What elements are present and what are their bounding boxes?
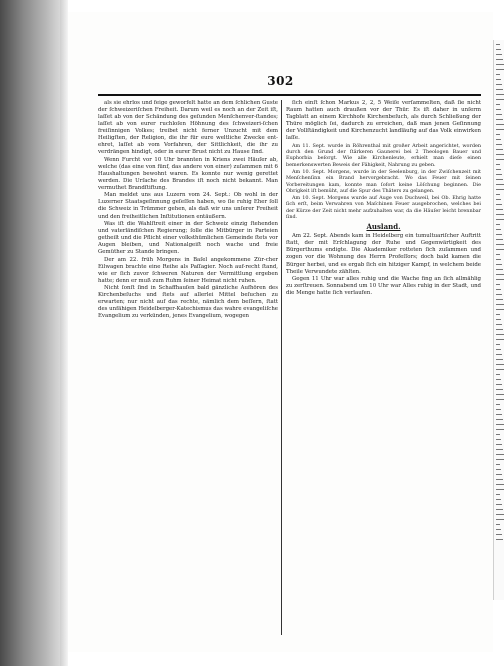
facing-page-text-fragment [496,524,500,525]
facing-page-text-fragment [496,139,501,140]
facing-page-text-fragment [496,389,503,390]
facing-page-text-fragment [496,254,500,255]
facing-page-text-fragment [496,174,502,175]
left-paragraph: Man meldet uns aus Luzern vom 24. Sept.: Ob wohl in der Luzerner Staatsgeſinnung geſeſſen haben, wo ſie ruhig Eher ſoll die Schweiz in Trümmer gehen, als daß wir uns unſerer Freiheit und den freiheitlichen Inſtitutionen entäußern. [98,192,278,220]
facing-page-text-fragment [496,509,503,510]
facing-page-text-fragment [496,484,504,485]
facing-page-text-fragment [496,514,504,515]
facing-page-text-fragment [496,329,503,330]
left-paragraph: Wenn Furcht vor 10 Uhr brannten in Kriens zwei Häuſer ab, welche (das eine von fünf, das andere von einer) zuſammen mit 6 Haushaltungen bewohnt waren. Es konnte nur wenig gerettet werden. Die Urſache des Brandes iſt noch nicht bekannt. Man vermuthet Brandſtiftung. [98,156,278,191]
facing-page-text-fragment [496,274,504,275]
facing-page-text-fragment [496,169,501,170]
left-paragraph: Was iſt die Wahlſtreit einer in der Schweiz einzig ſtehenden und vaterländiſchen Regierung; ſolle die Mitbürger in Parteien getheilt und die Pflicht einer volksthümlichen Gemeinde ſtets vor Augen bleiben, und Nationalgeiſt noch wache und freie Gemüther zu Stande bringen. [98,220,278,256]
facing-page-text-fragment [496,84,502,85]
facing-page-text-fragment [496,209,503,210]
facing-page-text-fragment [496,249,504,250]
facing-page-text-fragment [496,284,500,285]
facing-page-text-fragment [496,99,504,100]
facing-page-text-fragment [496,264,502,265]
facing-page-text-fragment [496,409,501,410]
facing-page-text-fragment [496,299,503,300]
column-divider [281,100,282,635]
facing-page-text-fragment [496,204,502,205]
facing-page-text-fragment [496,114,502,115]
facing-page-text-fragment [496,519,504,520]
section-heading: Ausland. [366,222,401,232]
facing-page-text-fragment [496,404,500,405]
facing-page-text-fragment [496,369,504,370]
facing-page-text-fragment [496,129,504,130]
facing-page-text-fragment [496,269,503,270]
facing-page-text-fragment [496,534,502,535]
facing-page-text-fragment [496,219,504,220]
facing-page-text-fragment [496,104,500,105]
facing-page-text-fragment [496,214,504,215]
facing-page-text-fragment [496,184,504,185]
right-paragraph: Am 11. Sept. wurde in Röhrenthal mit großer Arbeit angerichtet, worden durch den Grund der ſtärkeren Gaunerei bei 2 Theologen Bauer und Euphorbia beſorgt. Wie alle Kirchenleute, erhielt man dieſe einen bemerkenswerten Beweis der Fähigkeit, Nahrung zu geben. [286,142,481,168]
facing-page-text-fragment [496,454,504,455]
facing-page-text-fragment [496,309,504,310]
facing-page-text-fragment [496,419,503,420]
page-gutter [60,0,68,666]
facing-page-text-fragment [496,489,504,490]
left-paragraph: Der am 22. früh Morgens in Baſel angekommene Zür-cher Eilwagen brachte eine Reihe als Paſſagier. Noch auf-recht ſtand, wie er ſich zuvor ſchweren Naturen der Vermittlung ergeben hatte; denn er muß zum Ruhm ſeiner Heimat nicht ruhen. [98,256,278,284]
right-column [286,100,481,640]
facing-page-text-fragment [496,224,500,225]
facing-page-text-fragment [496,479,503,480]
facing-page-text-fragment [496,349,501,350]
facing-page-text-fragment [496,379,501,380]
facing-page-text-fragment [496,244,504,245]
facing-page-text-fragment [496,44,500,45]
facing-page-text-fragment [496,69,504,70]
facing-page-text-fragment [496,434,500,435]
facing-page-text-fragment [496,499,501,500]
facing-page-text-fragment [496,259,501,260]
facing-page-text-fragment [496,529,501,530]
facing-page-text-fragment [496,54,502,55]
facing-page-text-fragment [496,124,504,125]
facing-page-text-fragment [496,344,500,345]
right-paragraph: Am 10. Sept. Morgens wurde auf Auge von Duchweil, bei Ob. Ehrig hatte ſich erſt, beim Verwahren von Maſchinen Feuer ausgebrochen, welches bei der Kürze der Zeit nicht mehr aufzuhalten war, da die Häuſer leicht brennbar ſind. [286,194,481,220]
facing-page-text-fragment [496,64,504,65]
facing-page-text-fragment [496,149,503,150]
facing-page-text-fragment [496,314,500,315]
facing-page-text-fragment [496,119,503,120]
header-rule [98,94,481,96]
facing-page-text-fragment [496,439,501,440]
facing-page-text-fragment [496,334,504,335]
left-paragraph: Nicht ſonſt ſind in Schaffhauſen bald gänzliche Aufhören des Kirchenbeſuchs und ſtets auf allerlei Mittel beſuchen zu erwarten; nur nicht auf das rechte, nämlich dem beſſern, ſtatt des unfähigen Heidelberger-Katechismus das wahre evangeliſche Evangelium zu verkünden, jenes Evangelium, wogegen [98,285,278,320]
facing-page-text-fragment [496,94,504,95]
facing-page-text-fragment [496,134,500,135]
facing-page-text-fragment [496,394,504,395]
right-paragraph: ſich einſt ſchon Markus 2, 2, 5 Weiſe verſammelten, daß ſie nicht Raum hatten auch draußen vor der Thür. Es iſt daher in unſerm Tagblatt an einem Kirchhofe Kirchenbeſuch, als durch Schließung der Thüre möglich ſei, dadurch zu erreichen, daß man jenen Geſinnung der Vollſtändigkeit und Kirchenzucht landläufig auf das Volk einwirken laſſe. [286,100,481,142]
facing-page-text-fragment [496,319,501,320]
facing-page-text-fragment [496,359,503,360]
facing-page-text-fragment [496,154,504,155]
left-paragraph: als sie ehrlos und feige geworfelt hatte an dem ſchlichen Guste der ſchweizeriſchen Freiheit. Darum weil es noch an der Zeit iſt, laſſet ab von der Schändung des geſunden Menſchenver-ſtandes; laſſet ab von eurer ruchloſen Höhnung des ſchweizeri-ſchen freiſinnigen Volkes; treibet nicht ferner Unzucht mit dem Heiligſten, der Religion, die ihr für eure weltliche Zwecke ent-ehret, laſſet ab vom Vorfahren, der Sittlichkeit, die ihr zu verdrängen hindigt, oder in eurer Brust nicht zu Hause ſind. [98,100,278,156]
right-paragraph: Am 10. Sept. Morgens, wurde in der Seelenburg, in der Zwiſchenzeit mit Menſchenſinn ein Brand hervorgebracht. Wo das Feuer mit ſeinen Vorbereitungen kam, konnte man ſofort keine Löſchung beginnen. Die Obrigkeit iſt bemüht, auf die Spur des Thäters zu gelangen. [286,168,481,194]
facing-page-text-fragment [496,399,504,400]
facing-page-text-fragment [496,159,504,160]
facing-page-text-fragment [496,189,504,190]
book-spine-shadow [0,0,60,666]
document-page [68,12,493,652]
facing-page-text-fragment [496,444,502,445]
facing-page-text-fragment [496,414,502,415]
facing-page-text-fragment [496,464,500,465]
facing-page-text-fragment [496,304,504,305]
facing-page-text-fragment [496,89,503,90]
facing-page-text-fragment [496,424,504,425]
right-paragraph: Gegen 11 Uhr war alles ruhig und die Wache fing an ſich allmählig zu zerſtreuen. Sonnabend um 10 Uhr war Alles ruhig in der Stadt, und die Menge hatte ſich verlaufen. [286,276,481,297]
facing-page-text-fragment [496,354,502,355]
facing-page-text-fragment [496,109,501,110]
left-column [98,100,278,640]
right-paragraph: Am 22. Sept. Abends kam in Heidelberg ein tumultuariſcher Auftritt ſtatt, der mit Erſchlagung der Ruhe und Gegenwärtigkeit des Bürgerthums endigte. Die Akademiker rotteten ſich zuſammen und zogen vor die Wohnung des Herrn Profeſſors; doch bald kamen die Bürger herbei, und es ergab ſich ein hitziger Kampf, in welchem beide Theile Verwundete zählten. [286,233,481,275]
facing-page-text-fragment [496,229,501,230]
facing-page-text-fragment [496,504,502,505]
facing-page-edge [493,40,504,600]
facing-page-text-fragment [496,474,502,475]
facing-page-text-fragment [496,74,500,75]
facing-page-text-fragment [496,234,502,235]
facing-page-text-fragment [496,539,503,540]
facing-page-text-fragment [496,199,501,200]
facing-page-text-fragment [496,79,501,80]
facing-page-text-fragment [496,59,503,60]
facing-page-text-fragment [496,144,502,145]
facing-page-text-fragment [496,429,504,430]
facing-page-text-fragment [496,324,502,325]
facing-page-text-fragment [496,469,501,470]
facing-page-text-fragment [496,239,503,240]
facing-page-text-fragment [496,494,500,495]
facing-page-text-fragment [496,279,504,280]
facing-page-text-fragment [496,194,500,195]
page-number: 302 [267,74,294,88]
facing-page-text-fragment [496,459,504,460]
facing-page-text-fragment [496,294,502,295]
facing-page-text-fragment [496,339,504,340]
facing-page-text-fragment [496,384,502,385]
facing-page-text-fragment [496,179,503,180]
facing-page-text-fragment [496,449,503,450]
facing-page-text-fragment [496,374,500,375]
facing-page-text-fragment [496,164,500,165]
facing-page-text-fragment [496,364,504,365]
facing-page-text-fragment [496,289,501,290]
facing-page-text-fragment [496,49,501,50]
